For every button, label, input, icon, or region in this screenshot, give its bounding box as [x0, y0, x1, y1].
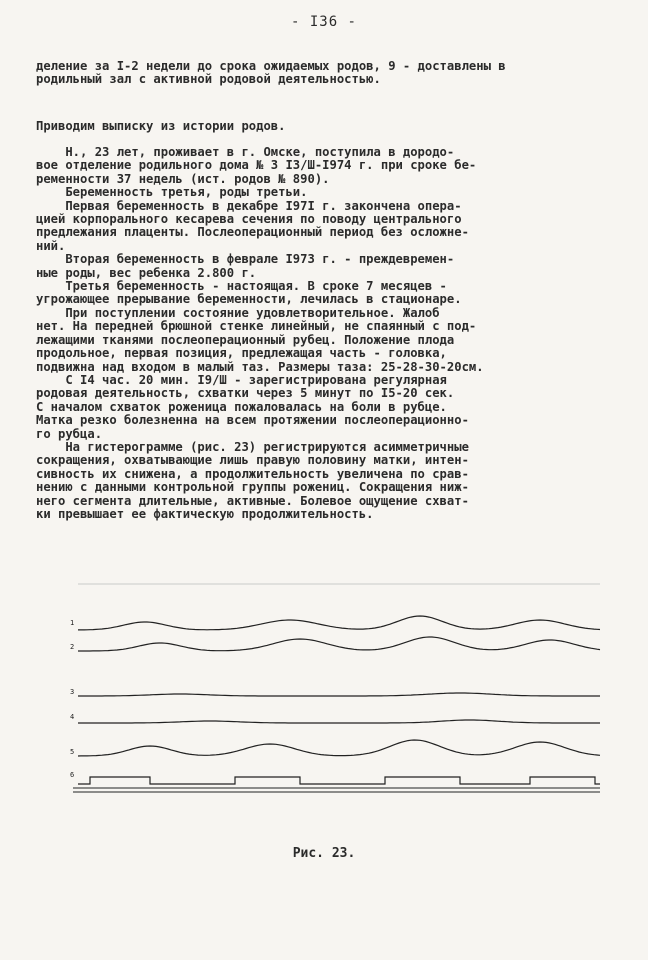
paragraph-case-history: [36, 146, 616, 521]
text-line: Приводим выписку из истории родов.: [36, 119, 286, 133]
text-line: вое отделение родильного дома № 3 I3/Ш-I974 г. при сроке бе-: [36, 158, 477, 173]
text-line: Третья беременность - настоящая. В сроке 7 месяцев -: [36, 279, 447, 294]
text-line: деление за I-2 недели до срока ожидаемых родов, 9 - доставлены в: [36, 59, 506, 73]
text-line: продольное, первая позиция, предлежащая часть - головка,: [36, 346, 447, 361]
text-line: подвижна над входом в малый таз. Размеры таза: 25-28-30-20см.: [36, 359, 484, 374]
channel-label: 1: [70, 619, 75, 627]
text-line: угрожающее прерывание беременности, лечилась в стационаре.: [36, 292, 462, 307]
trace-line: [78, 637, 600, 651]
trace-line: [78, 693, 600, 696]
text-line: него сегмента длительные, активные. Болевое ощущение схват-: [36, 493, 469, 508]
channel-label: 5: [70, 748, 75, 756]
text-line: родовая деятельность, схватки через 5 минут по I5-20 сек.: [36, 386, 455, 401]
channel-label: 3: [70, 688, 75, 696]
text-line: сивность их снижена, а продолжительность увеличена по срав-: [36, 466, 469, 481]
text-line: ки превышает ее фактическую продолжительность.: [36, 506, 374, 521]
channel-label: 4: [70, 713, 75, 721]
text-line: сокращения, охватывающие лишь правую половину матки, интен-: [36, 453, 469, 468]
text-line: го рубца.: [36, 426, 103, 441]
channel-label: 6: [70, 771, 75, 779]
timing-trace: [78, 777, 600, 784]
figure-caption: Рис. 23.: [292, 846, 356, 861]
text-line: С началом схваток роженица пожаловалась на боли в рубце.: [36, 399, 447, 414]
text-line: нет. На передней брюшной стенке линейный, не спаянный с под-: [36, 319, 477, 334]
paragraph-intro: [36, 60, 616, 87]
text-line: родильный зал с активной родовой деятельностью.: [36, 72, 381, 87]
channel-label: 2: [70, 643, 75, 651]
text-line: предлежания плаценты. Послеоперационный период без осложне-: [36, 225, 469, 240]
text-line: ременности 37 недель (ист. родов № 890).: [36, 171, 330, 186]
text-line: нению с данными контрольной группы рожениц. Сокращения ниж-: [36, 480, 469, 495]
text-line: На гистерограмме (рис. 23) регистрируются асимметричные: [36, 439, 469, 454]
page-number: - I36 -: [290, 14, 357, 30]
text-line: Первая беременность в декабре I97I г. закончена опера-: [36, 198, 462, 213]
text-line: Матка резко болезненна на всем протяжении послеоперационно-: [36, 413, 469, 428]
trace-line: [78, 740, 600, 756]
trace-line: [78, 720, 600, 723]
text-line: Вторая беременность в феврале I973 г. - преждевремен-: [36, 252, 455, 267]
text-line: Беременность третья, роды третьи.: [36, 185, 308, 200]
text-line: ний.: [36, 238, 66, 253]
trace-line: [78, 616, 600, 630]
text-line: При поступлении состояние удовлетворительное. Жалоб: [36, 305, 440, 320]
text-line: ные роды, вес ребенка 2.800 г.: [36, 265, 257, 280]
text-line: Н., 23 лет, проживает в г. Омске, поступила в дородо-: [36, 145, 455, 159]
text-line: цией корпорального кесарева сечения по поводу центрального: [36, 212, 462, 227]
hysterogram-figure: [60, 578, 605, 808]
text-line: лежащими тканями послеоперационный рубец. Положение плода: [36, 332, 455, 347]
text-line: С I4 час. 20 мин. I9/Ш - зарегистрирована регулярная: [36, 372, 447, 387]
paragraph-lead: [36, 120, 616, 133]
